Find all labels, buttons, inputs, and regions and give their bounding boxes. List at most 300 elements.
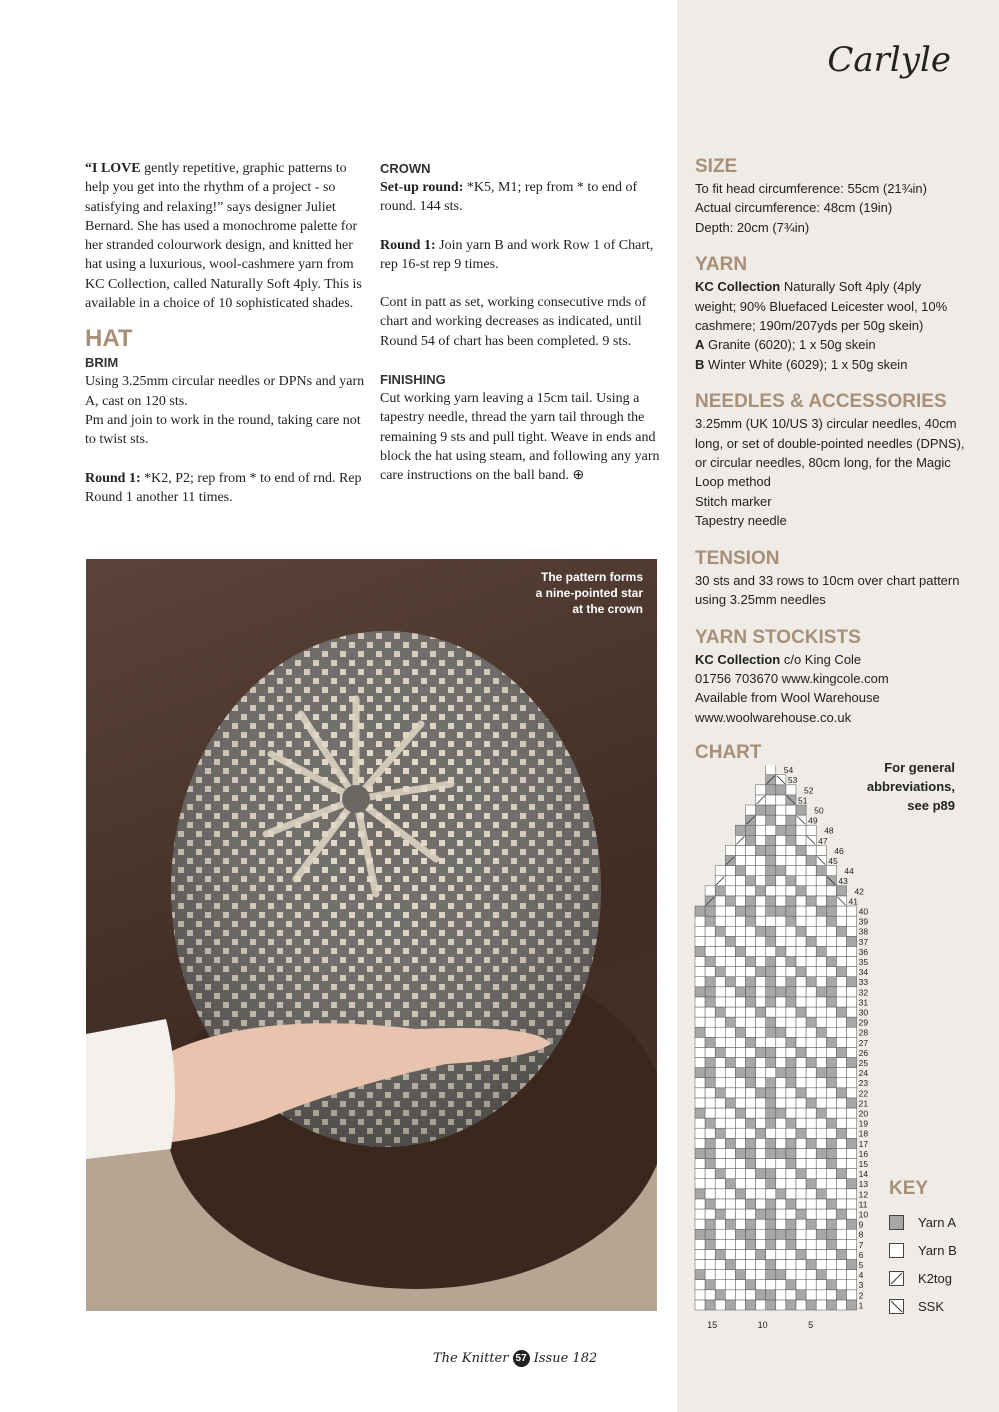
- chart-cell: [735, 977, 745, 987]
- hat-heading: HAT: [85, 325, 133, 353]
- chart-cell: [806, 1290, 816, 1300]
- chart-stitch-label: 15: [707, 1320, 718, 1330]
- chart-cell: [705, 1088, 715, 1098]
- caption-line: a nine-pointed star: [535, 586, 643, 600]
- crown-round-1-text: Join yarn B and work Row 1 of Chart, rep 16-st rep 9 times.: [380, 237, 654, 272]
- chart-cell: [776, 1239, 786, 1249]
- chart-cell: [826, 1017, 836, 1027]
- chart-cell: [786, 1260, 796, 1270]
- chart-cell: [705, 1270, 715, 1280]
- chart-cell: [735, 1128, 745, 1138]
- chart-cell: [725, 1290, 735, 1300]
- chart-cell: [735, 886, 745, 896]
- key-item-yarn-b: [889, 1236, 957, 1264]
- chart-cell: [695, 1239, 705, 1249]
- chart-cell: [836, 1270, 846, 1280]
- chart-cell: [746, 1068, 756, 1078]
- chart-row-label: 36: [858, 946, 869, 957]
- star-centre: [342, 785, 370, 813]
- brim-text-2: Pm and join to work in the round, taking care not to twist sts.: [85, 412, 361, 448]
- chart-cell: [776, 1280, 786, 1290]
- chart-cell: [836, 1249, 846, 1259]
- chart-cell: [836, 1199, 846, 1209]
- chart-cell: [725, 1118, 735, 1128]
- chart-cell: [756, 1179, 766, 1189]
- chart-row-label: 9: [858, 1219, 864, 1230]
- chart-cell: [746, 1169, 756, 1179]
- chart-cell: [766, 1159, 776, 1169]
- chart-cell: [756, 1078, 766, 1088]
- chart-cell: [725, 1027, 735, 1037]
- chart-cell: [735, 1098, 745, 1108]
- chart-cell: [826, 896, 836, 906]
- chart-cell: [695, 1159, 705, 1169]
- chart-cell: [695, 1088, 705, 1098]
- chart-cell: [776, 1159, 786, 1169]
- chart-cell: [816, 1270, 826, 1280]
- chart-cell: [766, 977, 776, 987]
- chart-cell: [735, 1189, 745, 1199]
- chart-cell: [796, 1270, 806, 1280]
- chart-row-label: 10: [858, 1209, 869, 1220]
- chart-cell: [847, 1047, 857, 1057]
- chart-row-label: 3: [858, 1280, 864, 1291]
- chart-cell: [796, 1169, 806, 1179]
- chart-cell: [806, 1300, 816, 1310]
- chart-cell: [847, 1148, 857, 1158]
- chart-cell: [806, 906, 816, 916]
- chart-cell: [725, 1098, 735, 1108]
- chart-cell: [715, 1007, 725, 1017]
- chart-cell: [826, 1239, 836, 1249]
- chart-cell: [725, 866, 735, 876]
- chart-cell: [695, 1148, 705, 1158]
- chart-cell: [766, 936, 776, 946]
- chart-cell: [776, 987, 786, 997]
- chart-cell: [786, 946, 796, 956]
- chart-cell: [847, 1209, 857, 1219]
- page-footer: [433, 1350, 597, 1367]
- chart-cell: [735, 1088, 745, 1098]
- chart-cell: [746, 977, 756, 987]
- chart-cell: [735, 1118, 745, 1128]
- chart-cell: [847, 1088, 857, 1098]
- chart-row-label: 39: [858, 916, 869, 927]
- chart-cell: [705, 1239, 715, 1249]
- chart-cell: [735, 946, 745, 956]
- chart-cell: [695, 1209, 705, 1219]
- chart-cell: [796, 1098, 806, 1108]
- chart-cell: [776, 785, 786, 795]
- chart-row-label: 19: [858, 1118, 869, 1129]
- chart-cell: [725, 1300, 735, 1310]
- chart-cell: [836, 1159, 846, 1169]
- yarn-b-text: Winter White (6029); 1 x 50g skein: [704, 356, 908, 372]
- chart-cell: [826, 987, 836, 997]
- chart-cell: [786, 936, 796, 946]
- tension-text: 30 sts and 33 rows to 10cm over chart pattern using 3.25mm needles: [695, 572, 960, 608]
- chart-cell: [715, 1199, 725, 1209]
- chart-cell: [756, 997, 766, 1007]
- chart-cell: [746, 1199, 756, 1209]
- chart-cell: [826, 997, 836, 1007]
- chart-cell: [746, 926, 756, 936]
- chart-cell: [796, 1280, 806, 1290]
- chart-cell: [715, 1189, 725, 1199]
- chart-cell: [705, 1078, 715, 1088]
- chart-cell: [695, 1037, 705, 1047]
- chart-cell: [806, 1270, 816, 1280]
- chart-cell: [725, 1219, 735, 1229]
- chart-cell: [746, 845, 756, 855]
- chart-cell: [776, 1098, 786, 1108]
- chart-cell: [715, 1088, 725, 1098]
- chart-cell: [766, 1300, 776, 1310]
- chart-cell: [816, 1169, 826, 1179]
- chart-cell: [796, 1138, 806, 1148]
- hat-illustration: [86, 559, 657, 1311]
- chart-cell: [786, 967, 796, 977]
- chart-cell: [735, 1078, 745, 1088]
- chart-cell: [786, 1138, 796, 1148]
- chart-cell: [735, 926, 745, 936]
- chart-cell: [776, 876, 786, 886]
- chart-cell: [836, 926, 846, 936]
- chart-cell: [746, 1017, 756, 1027]
- chart-cell: [776, 1219, 786, 1229]
- chart-cell: [766, 1118, 776, 1128]
- chart-row-label: 21: [858, 1098, 869, 1109]
- chart-cell: [715, 957, 725, 967]
- chart-cell: [786, 987, 796, 997]
- chart-cell: [786, 1068, 796, 1078]
- chart-cell: [816, 1058, 826, 1068]
- chart-heading: CHART: [695, 742, 762, 764]
- chart-cell: [776, 805, 786, 815]
- chart-row-label: 25: [858, 1058, 869, 1068]
- chart-cell: [796, 1047, 806, 1057]
- chart-cell: [806, 1007, 816, 1017]
- chart-row-label: 50: [814, 805, 824, 816]
- chart-row-label: 20: [858, 1108, 869, 1119]
- chart-cell: [695, 926, 705, 936]
- chart-cell: [806, 1037, 816, 1047]
- brim-round-1: [85, 469, 367, 508]
- needles-line: Tapestry needle: [695, 513, 787, 529]
- chart-cell: [715, 1249, 725, 1259]
- chart-row-label: 6: [858, 1249, 864, 1260]
- chart-cell: [776, 957, 786, 967]
- chart-cell: [705, 1249, 715, 1259]
- chart-row-label: 54: [783, 765, 794, 776]
- chart-cell: [715, 946, 725, 956]
- stockists-details: [695, 650, 965, 728]
- yarn-a-swatch-icon: [889, 1215, 904, 1230]
- chart-cell: [826, 1280, 836, 1290]
- chart-cell: [766, 957, 776, 967]
- chart-row-label: 28: [858, 1027, 869, 1038]
- chart-cell: [806, 967, 816, 977]
- yarn-a-text: Granite (6020); 1 x 50g skein: [704, 337, 876, 353]
- chart-row-label: 27: [858, 1037, 869, 1048]
- chart-cell: [715, 1037, 725, 1047]
- chart-cell: [786, 845, 796, 855]
- chart-cell: [746, 1148, 756, 1158]
- chart-cell: [806, 977, 816, 987]
- chart-cell: [715, 896, 725, 906]
- chart-cell: [796, 1058, 806, 1068]
- chart-cell: [715, 1270, 725, 1280]
- chart-cell: [816, 967, 826, 977]
- chart-cell: [725, 997, 735, 1007]
- chart-cell: [806, 1088, 816, 1098]
- chart-row-label: 2: [858, 1290, 864, 1301]
- chart-cell: [725, 876, 735, 886]
- chart-cell: [796, 916, 806, 926]
- chart-cell: [735, 845, 745, 855]
- chart-cell: [766, 997, 776, 1007]
- chart-cell: [786, 1270, 796, 1280]
- chart-cell: [776, 1138, 786, 1148]
- ssk-symbol-icon: [889, 1299, 904, 1314]
- end-mark-icon: ⊕: [572, 468, 585, 484]
- chart-cell: [746, 946, 756, 956]
- chart-cell: [756, 946, 766, 956]
- chart-cell: [836, 1058, 846, 1068]
- chart-cell: [766, 1249, 776, 1259]
- chart-cell: [705, 1118, 715, 1128]
- chart-cell: [826, 1249, 836, 1259]
- chart-cell: [776, 1169, 786, 1179]
- chart-cell: [786, 1179, 796, 1189]
- chart-cell: [826, 1007, 836, 1017]
- chart-row-label: 35: [858, 957, 869, 967]
- chart-cell: [705, 1229, 715, 1239]
- chart-cell: [806, 1017, 816, 1027]
- chart-cell: [735, 1199, 745, 1209]
- chart-cell: [725, 886, 735, 896]
- chart-cell: [796, 825, 806, 835]
- chart-row-label: 53: [787, 775, 798, 786]
- chart-cell: [776, 1108, 786, 1118]
- chart-cell: [786, 997, 796, 1007]
- continue-text: Cont in patt as set, working consecutive rnds of chart and working decreases as indicated, until Round 54 of chart has been completed. 9 sts.: [380, 295, 647, 349]
- chart-cell: [786, 1290, 796, 1300]
- chart-cell: [786, 1037, 796, 1047]
- chart-cell: [826, 977, 836, 987]
- chart-cell: [806, 866, 816, 876]
- chart-cell: [735, 1058, 745, 1068]
- chart-cell: [735, 1300, 745, 1310]
- chart-cell: [756, 1098, 766, 1108]
- chart-cell: [756, 1209, 766, 1219]
- chart-cell: [715, 1169, 725, 1179]
- chart-cell: [847, 1229, 857, 1239]
- chart-cell: [796, 1239, 806, 1249]
- chart-cell: [847, 967, 857, 977]
- chart-cell: [816, 1290, 826, 1300]
- chart-cell: [806, 1148, 816, 1158]
- chart-cell: [695, 987, 705, 997]
- chart-cell: [806, 936, 816, 946]
- chart-cell: [847, 1179, 857, 1189]
- chart-cell: [836, 987, 846, 997]
- chart-cell: [756, 1007, 766, 1017]
- chart-cell: [705, 936, 715, 946]
- chart-cell: [715, 866, 725, 876]
- chart-cell: [776, 946, 786, 956]
- chart-cell: [796, 1128, 806, 1138]
- chart-cell: [695, 1260, 705, 1270]
- chart-cell: [816, 1249, 826, 1259]
- chart-cell: [715, 1058, 725, 1068]
- chart-cell: [695, 1098, 705, 1108]
- chart-cell: [786, 1118, 796, 1128]
- chart-cell: [725, 1260, 735, 1270]
- chart-cell: [725, 1108, 735, 1118]
- chart-cell: [746, 886, 756, 896]
- chart-cell: [786, 1189, 796, 1199]
- chart-cell: [806, 1027, 816, 1037]
- chart-cell: [746, 1229, 756, 1239]
- chart-cell: [806, 1118, 816, 1128]
- chart-cell: [826, 1229, 836, 1239]
- chart-cell: [836, 906, 846, 916]
- chart-cell: [756, 896, 766, 906]
- size-details: [695, 179, 965, 237]
- chart-cell: [746, 967, 756, 977]
- chart-cell: [746, 1260, 756, 1270]
- chart-cell: [847, 987, 857, 997]
- chart-cell: [705, 1148, 715, 1158]
- chart-cell: [735, 1037, 745, 1047]
- chart-cell: [735, 1068, 745, 1078]
- chart-cell: [816, 1148, 826, 1158]
- chart-cell: [766, 1047, 776, 1057]
- chart-cell: [725, 1007, 735, 1017]
- chart-cell: [705, 1007, 715, 1017]
- chart-cell: [786, 1229, 796, 1239]
- chart-cell: [816, 946, 826, 956]
- chart-cell: [836, 1007, 846, 1017]
- chart-cell: [695, 1118, 705, 1128]
- chart-cell: [776, 1199, 786, 1209]
- chart-cell: [796, 1179, 806, 1189]
- chart-cell: [826, 1138, 836, 1148]
- stockists-brand-line: [695, 650, 965, 669]
- chart-cell: [836, 1078, 846, 1088]
- chart-cell: [735, 967, 745, 977]
- chart-cell: [715, 1108, 725, 1118]
- chart-cell: [796, 926, 806, 936]
- chart-cell: [695, 1249, 705, 1259]
- chart-cell: [756, 1249, 766, 1259]
- chart-cell: [756, 1108, 766, 1118]
- chart-cell: [766, 1098, 776, 1108]
- chart-cell: [776, 1148, 786, 1158]
- chart-cell: [806, 1058, 816, 1068]
- chart-grid: [694, 765, 884, 1335]
- chart-cell: [776, 926, 786, 936]
- chart-cell: [796, 896, 806, 906]
- chart-cell: [806, 1108, 816, 1118]
- chart-cell: [806, 1138, 816, 1148]
- chart-cell: [796, 845, 806, 855]
- chart-cell: [695, 916, 705, 926]
- chart-row-label: 45: [828, 856, 838, 866]
- chart-cell: [725, 967, 735, 977]
- chart-row-label: 13: [858, 1179, 869, 1190]
- chart-cell: [715, 1068, 725, 1078]
- chart-cell: [705, 946, 715, 956]
- crown-heading: CROWN: [380, 161, 431, 176]
- chart-cell: [776, 825, 786, 835]
- chart-cell: [725, 1047, 735, 1057]
- chart-cell: [796, 1148, 806, 1158]
- chart-cell: [756, 1219, 766, 1229]
- chart-cell: [735, 1239, 745, 1249]
- chart-cell: [796, 997, 806, 1007]
- chart-cell: [816, 1037, 826, 1047]
- chart-cell: [695, 946, 705, 956]
- chart-cell: [695, 1169, 705, 1179]
- chart-cell: [746, 1290, 756, 1300]
- chart-cell: [705, 1128, 715, 1138]
- chart-cell: [816, 906, 826, 916]
- chart-cell: [725, 896, 735, 906]
- chart-cell: [746, 1219, 756, 1229]
- chart-cell: [735, 1209, 745, 1219]
- chart-cell: [816, 1128, 826, 1138]
- chart-cell: [766, 1138, 776, 1148]
- chart-row-label: 14: [858, 1169, 869, 1180]
- chart-cell: [715, 1209, 725, 1219]
- chart-cell: [756, 1239, 766, 1249]
- chart-cell: [766, 896, 776, 906]
- chart-cell: [847, 1159, 857, 1169]
- chart-cell: [695, 1027, 705, 1037]
- brim-text-1: Using 3.25mm circular needles or DPNs and yarn A, cast on 120 sts.: [85, 374, 365, 409]
- chart-cell: [806, 946, 816, 956]
- chart-cell: [746, 1047, 756, 1057]
- chart-row-label: 22: [858, 1088, 869, 1099]
- chart-cell: [715, 926, 725, 936]
- chart-cell: [725, 987, 735, 997]
- chart-cell: [796, 1017, 806, 1027]
- chart-cell: [705, 1098, 715, 1108]
- chart-cell: [766, 1219, 776, 1229]
- chart-cell: [806, 896, 816, 906]
- chart-cell: [746, 856, 756, 866]
- chart-cell: [725, 906, 735, 916]
- chart-cell: [756, 856, 766, 866]
- chart-cell: [705, 1260, 715, 1270]
- chart-cell: [816, 1189, 826, 1199]
- chart-cell: [735, 916, 745, 926]
- chart-cell: [766, 845, 776, 855]
- chart-row-label: 5: [858, 1260, 864, 1270]
- stockists-availability: Available from Wool Warehouse: [695, 690, 880, 706]
- yarn-heading: YARN: [695, 254, 748, 276]
- chart-cell: [816, 1219, 826, 1229]
- chart-row-label: 33: [858, 977, 869, 988]
- chart-cell: [705, 1189, 715, 1199]
- chart-cell: [826, 1179, 836, 1189]
- chart-cell: [756, 815, 766, 825]
- chart-cell: [756, 1169, 766, 1179]
- chart-cell: [715, 1128, 725, 1138]
- chart-cell: [705, 967, 715, 977]
